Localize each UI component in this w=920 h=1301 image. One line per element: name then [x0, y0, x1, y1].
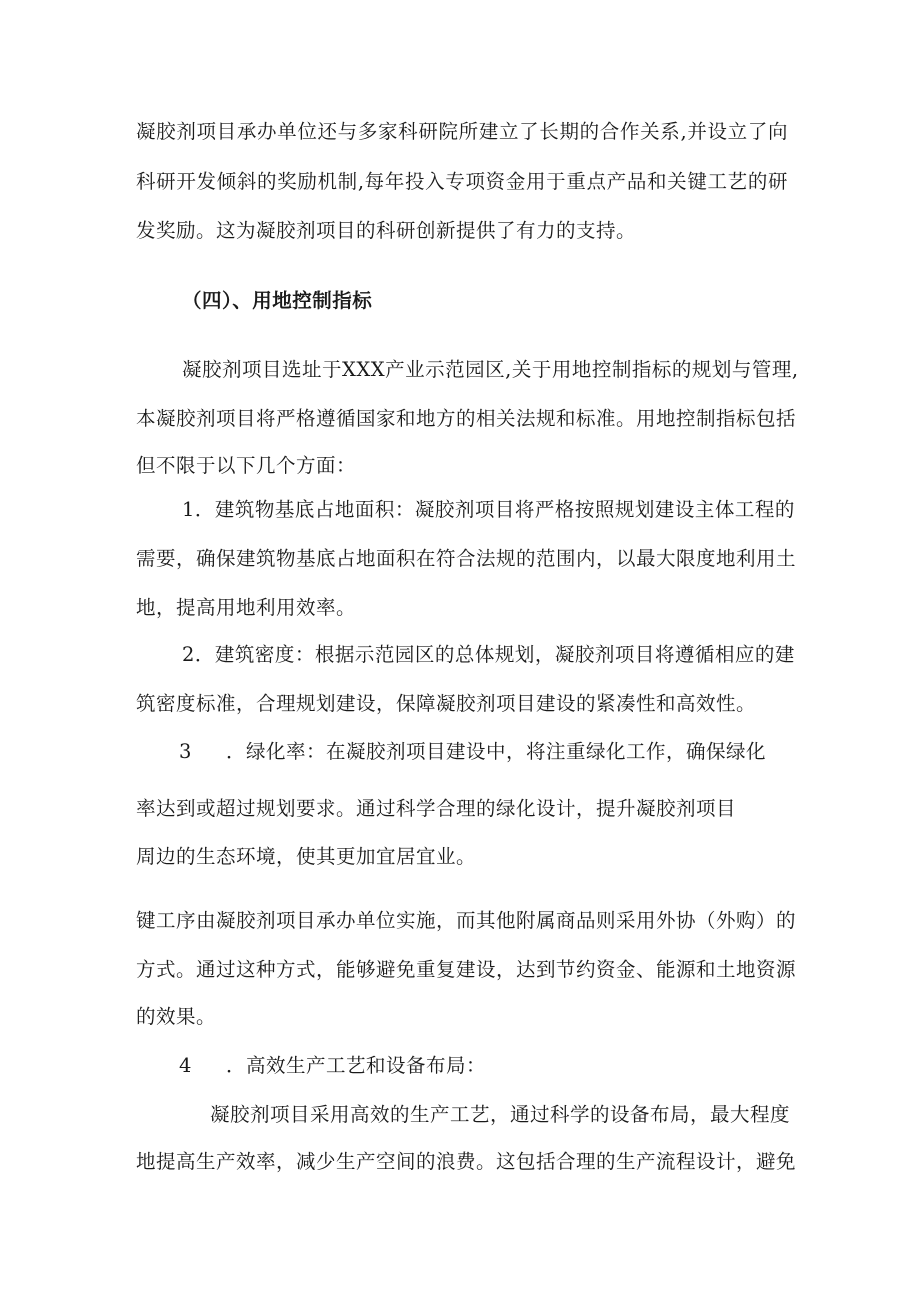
paragraph-2-line-3: 但不限于以下几个方面：	[136, 454, 357, 477]
item-3-line-3: 周边的生态环境，使其更加宜居宜业。	[136, 845, 477, 868]
item-3-line-2: 率达到或超过规划要求。通过科学合理的绿化设计，提升凝胶剂项目	[136, 797, 737, 820]
item-1-line-1: 1．建筑物基底占地面积：凝胶剂项目将严格按照规划建设主体工程的	[182, 498, 795, 521]
paragraph-3-line-1: 键工序由凝胶剂项目承办单位实施，而其他附属商品则采用外协（外购）的	[136, 909, 797, 932]
item-3-number: 3	[179, 740, 192, 763]
item-4-title: ．高效生产工艺和设备布局：	[226, 1054, 487, 1077]
paragraph-1-line-3: 发奖励。这为凝胶剂项目的科研创新提供了有力的支持。	[136, 219, 637, 242]
item-1-line-3: 地，提高用地利用效率。	[136, 596, 357, 619]
section-heading: （四）、用地控制指标	[182, 289, 373, 312]
paragraph-1-line-2: 科研开发倾斜的奖励机制,每年投入专项资金用于重点产品和关键工艺的研	[136, 170, 788, 193]
item-3-line-1: ．绿化率：在凝胶剂项目建设中，将注重绿化工作，确保绿化	[226, 740, 767, 763]
paragraph-2-line-2: 本凝胶剂项目将严格遵循国家和地方的相关法规和标准。用地控制指标包括	[136, 407, 797, 430]
paragraph-4-line-2: 地提高生产效率，减少生产空间的浪费。这包括合理的生产流程设计，避免	[136, 1150, 797, 1173]
paragraph-3-line-3: 的效果。	[136, 1005, 217, 1028]
paragraph-3-line-2: 方式。通过这种方式，能够避免重复建设，达到节约资金、能源和土地资源	[136, 958, 797, 981]
paragraph-4-line-1: 凝胶剂项目采用高效的生产工艺，通过科学的设备布局，最大程度	[210, 1103, 791, 1126]
paragraph-1-line-1: 凝胶剂项目承办单位还与多家科研院所建立了长期的合作关系,并设立了向	[136, 120, 788, 143]
item-4-number: 4	[179, 1054, 192, 1077]
item-1-line-2: 需要，确保建筑物基底占地面积在符合法规的范围内，以最大限度地利用土	[136, 547, 797, 570]
paragraph-2-line-1: 凝胶剂项目选址于XXX产业示范园区,关于用地控制指标的规划与管理,	[182, 358, 799, 381]
item-2-line-1: 2．建筑密度：根据示范园区的总体规划，凝胶剂项目将遵循相应的建	[182, 643, 795, 666]
item-2-line-2: 筑密度标准，合理规划建设，保障凝胶剂项目建设的紧凑性和高效性。	[136, 692, 757, 715]
